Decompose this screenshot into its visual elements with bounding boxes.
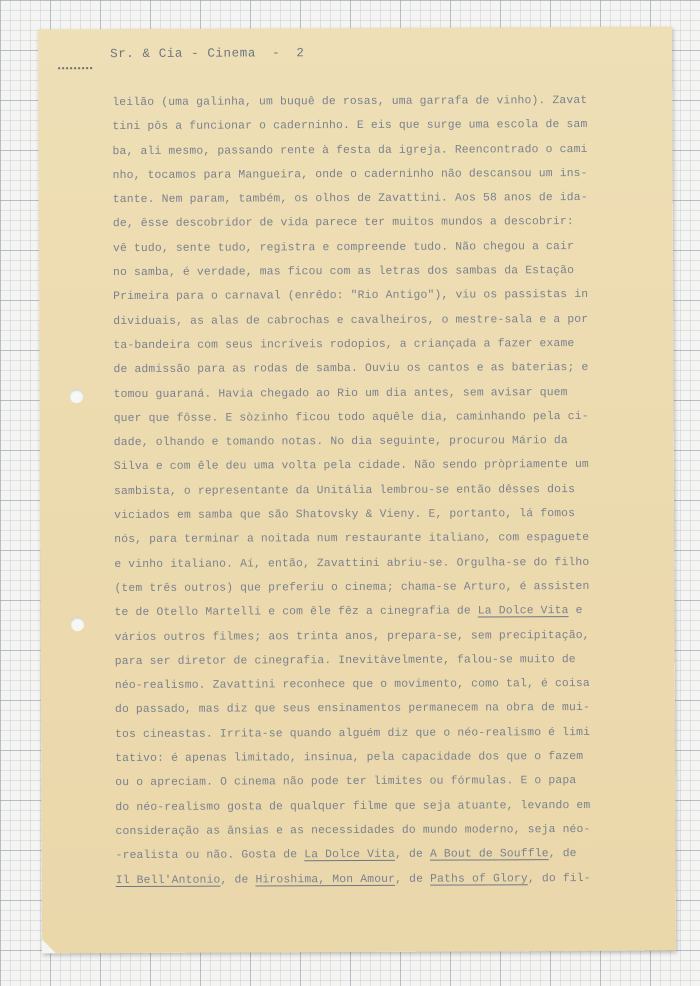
punch-hole-bottom xyxy=(71,617,85,631)
underlined-title: Il Bell'Antonio xyxy=(115,874,221,887)
text-segment: (tem três outros) que preferiu o cinema; chama-se Arturo, é assisten xyxy=(114,580,590,595)
text-line xyxy=(114,380,634,407)
text-line xyxy=(113,283,633,310)
text-line xyxy=(114,526,634,553)
text-line xyxy=(113,235,633,262)
text-segment: Silva e com êle deu uma volta pela cidade. Não sendo pròpriamente um xyxy=(113,459,589,474)
text-line xyxy=(113,186,633,213)
typed-page xyxy=(38,27,676,954)
text-line xyxy=(114,429,634,456)
text-segment: , de xyxy=(220,873,256,887)
text-segment: de admissão para as rodas de samba. Ouviu os cantos e as baterias; e xyxy=(113,362,589,377)
text-segment: tomou guaraná. Havia chegado ao Rio um dia antes, sem avisar quem xyxy=(113,386,568,401)
page-header: Sr. & Cia - Cinema - 2 xyxy=(110,46,305,62)
text-segment: leilão (uma galinha, um buquê de rosas, uma garrafa de vinho). Zavat xyxy=(112,94,588,110)
text-line xyxy=(112,89,632,116)
text-line xyxy=(115,745,635,772)
text-line xyxy=(113,210,633,237)
text-segment: e vinho italiano. Aí, então, Zavattini abriu-se. Orgulha-se do filho xyxy=(114,556,590,571)
text-line xyxy=(116,866,636,893)
text-segment: para ser diretor de cinegrafia. Inevitàvelmente, falou-se muito de xyxy=(114,653,576,668)
text-line xyxy=(113,162,633,189)
text-segment: -realista ou não. Gosta de xyxy=(115,849,305,863)
text-segment: , de xyxy=(395,873,431,886)
text-segment: tini pôs a funcionar o caderninho. E eis que surge uma escola de sam xyxy=(112,119,588,134)
text-line xyxy=(114,575,634,602)
punch-hole-top xyxy=(70,389,84,403)
text-segment: de, êsse descobridor de vida parece ter muitos mundos a descobrir: xyxy=(112,216,574,231)
text-line xyxy=(115,793,635,820)
text-segment: , de xyxy=(394,848,430,862)
typed-mark xyxy=(58,67,92,72)
underlined-title: La Dolce Vita xyxy=(477,605,569,618)
text-line xyxy=(114,550,634,577)
underlined-title: Hiroshima, Mon Amour xyxy=(255,873,396,886)
text-segment: e xyxy=(568,605,583,618)
underlined-title: A Bout de Souffle xyxy=(429,848,549,861)
text-line xyxy=(115,721,635,748)
text-line xyxy=(113,356,633,383)
text-line xyxy=(114,478,634,505)
text-segment: ta-bandeira com seus incríveis rodopios, a criançada a fazer exame xyxy=(113,338,575,353)
text-line xyxy=(112,113,632,140)
text-line xyxy=(114,453,634,480)
text-line xyxy=(115,696,635,723)
text-line xyxy=(114,405,634,432)
text-segment: tativo: é apenas limitado, insinua, pela capacidade dos que o fazem xyxy=(115,751,584,766)
text-line xyxy=(114,502,634,529)
underlined-title: Paths of Glory xyxy=(430,872,528,886)
text-segment: tos cineastas. Irrita-se quando alguém diz que o néo-realismo é limi xyxy=(115,726,591,741)
text-segment: néo-realismo. Zavattini reconhece que o movimento, como tal, é coisa xyxy=(114,678,590,693)
text-segment: te de Otello Martelli e com êle fêz a cinegrafia de xyxy=(114,605,478,620)
text-segment: consideração as ânsias e as necessidades do mundo moderno, seja néo- xyxy=(115,823,591,838)
text-segment: sambista, o representante da Unitália lembrou-se então dêsses dois xyxy=(113,483,576,498)
text-segment: ou o apreciam. O cinema não pode ter limites ou fórmulas. E o papa xyxy=(115,775,577,790)
text-line xyxy=(116,842,636,869)
text-line xyxy=(115,769,635,796)
text-line xyxy=(115,818,635,845)
text-line xyxy=(115,648,635,675)
text-line xyxy=(113,332,633,359)
underlined-title: La Dolce Vita xyxy=(304,849,396,862)
text-segment: dividuais, as alas de cabrochas e cavalheiros, o mestre-sala e a por xyxy=(113,313,589,328)
text-segment: Primeira para o carnaval (enrêdo: "Rio Antigo"), viu os passistas in xyxy=(113,289,589,304)
text-line xyxy=(115,623,635,650)
text-segment: vê tudo, sente tudo, registra e compreende tudo. Não chegou a cair xyxy=(112,240,575,255)
text-segment: do passado, mas diz que seus ensinamentos permanecem na obra de mui- xyxy=(114,702,590,717)
text-segment: , de xyxy=(548,848,577,861)
text-line xyxy=(112,137,632,164)
text-segment: nós, para terminar a noitada num restaurante italiano, com espaguete xyxy=(114,532,590,547)
text-segment: nho, tocamos para Mangueira, onde o caderninho não descansou um ins- xyxy=(112,167,588,182)
text-line xyxy=(114,599,634,626)
text-segment: ba, ali mesmo, passando rente à festa da igreja. Reencontrado o cami xyxy=(112,143,588,158)
text-segment: , do fil- xyxy=(527,872,591,885)
text-line xyxy=(113,307,633,334)
text-segment: quer que fôsse. E sòzinho ficou todo aquêle dia, caminhando pela ci- xyxy=(113,410,589,425)
text-segment: vários outros filmes; aos trinta anos, prepara-se, sem precipitação, xyxy=(114,629,590,644)
text-line xyxy=(113,259,633,286)
text-segment: no samba, é verdade, mas ficou com as letras dos sambas da Estação xyxy=(113,265,575,280)
text-segment: viciados em samba que são Shatovsky & Vieny. E, portanto, lá fomos xyxy=(114,508,576,523)
text-segment: dade, olhando e tomando notas. No dia seguinte, procurou Mário da xyxy=(113,435,568,450)
text-segment: do néo-realismo gosta de qualquer filme que seja atuante, levando em xyxy=(115,799,591,814)
text-segment: tante. Nem param, também, os olhos de Zavattini. Aos 58 anos de ida- xyxy=(112,192,588,207)
text-line xyxy=(115,672,635,699)
body-text xyxy=(112,89,635,893)
